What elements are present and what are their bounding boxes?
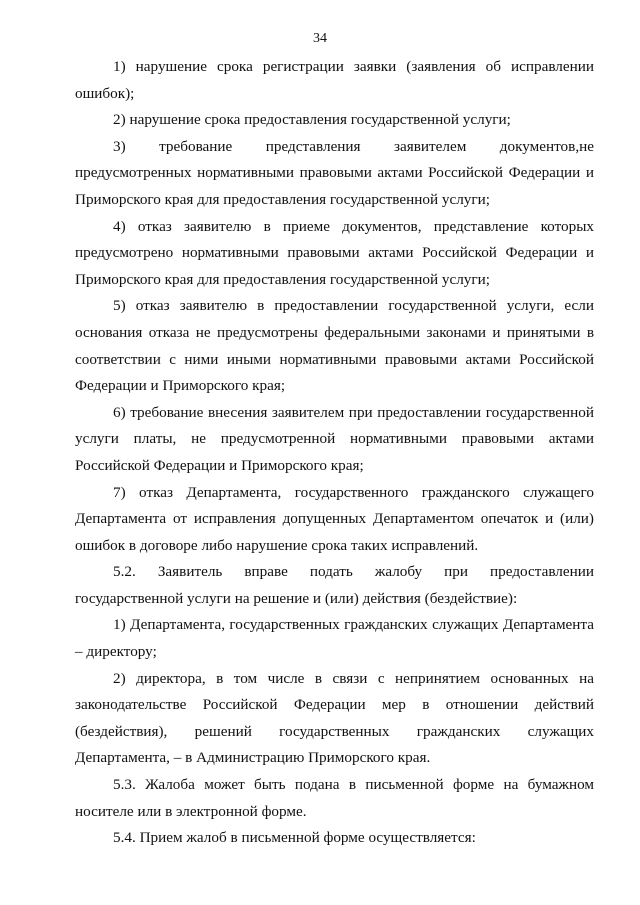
paragraph-section-5-2: 5.2. Заявитель вправе подать жалобу при предоставлении государственной услуги на решение и (или) действия (бездействие): <box>75 563 594 607</box>
paragraph-refusal-correct-errors: 7) отказ Департамента, государственного гражданского служащего Департамента от исправления допущенных Департаментом опечаток и (или) ошибок в договоре либо нарушение срока таких исправлений. <box>75 483 594 554</box>
page-number: 34 <box>313 31 327 46</box>
paragraph-unlawful-documents-request: 3) требование представления заявителем документов,не предусмотренных нормативными правовыми актами Российской Федерации и Приморского края для предоставления государственной услуги; <box>75 137 594 208</box>
paragraph-section-5-4: 5.4. Прием жалоб в письменной форме осуществляется: <box>113 829 476 847</box>
paragraph-unlawful-fee: 6) требование внесения заявителем при предоставлении государственной услуги платы, не предусмотренной нормативными правовыми актами Российской Федерации и Приморского края; <box>75 403 594 474</box>
paragraph-complaint-to-administration: 2) директора, в том числе в связи с непринятием основанных на законодательстве Российской Федерации мер в отношении действий (бездействия), решений государственных гражданских служащих Департамента, – в Администрацию Приморского края. <box>75 669 594 767</box>
paragraph-refusal-provide-service: 5) отказ заявителю в предоставлении государственной услуги, если основания отказа не предусмотрены федеральными законами и принятыми в соответствии с ними иными нормативными правовыми актами Российской Федерации и Приморского края; <box>75 297 594 395</box>
document-body <box>75 54 594 852</box>
paragraph-violation-service-term: 2) нарушение срока предоставления государственной услуги; <box>113 111 511 129</box>
paragraph-complaint-to-director: 1) Департамента, государственных гражданских служащих Департамента – директору; <box>75 616 594 661</box>
paragraph-violation-registration-term: 1) нарушение срока регистрации заявки (заявления об исправлении ошибок); <box>75 58 594 102</box>
paragraph-refusal-accept-documents: 4) отказ заявителю в приеме документов, представление которых предусмотрено нормативными правовыми актами Российской Федерации и Приморского края для предоставления государственной услуги; <box>75 217 594 288</box>
paragraph-section-5-3: 5.3. Жалоба может быть подана в письменной форме на бумажном носителе или в электронной форме. <box>75 776 594 820</box>
